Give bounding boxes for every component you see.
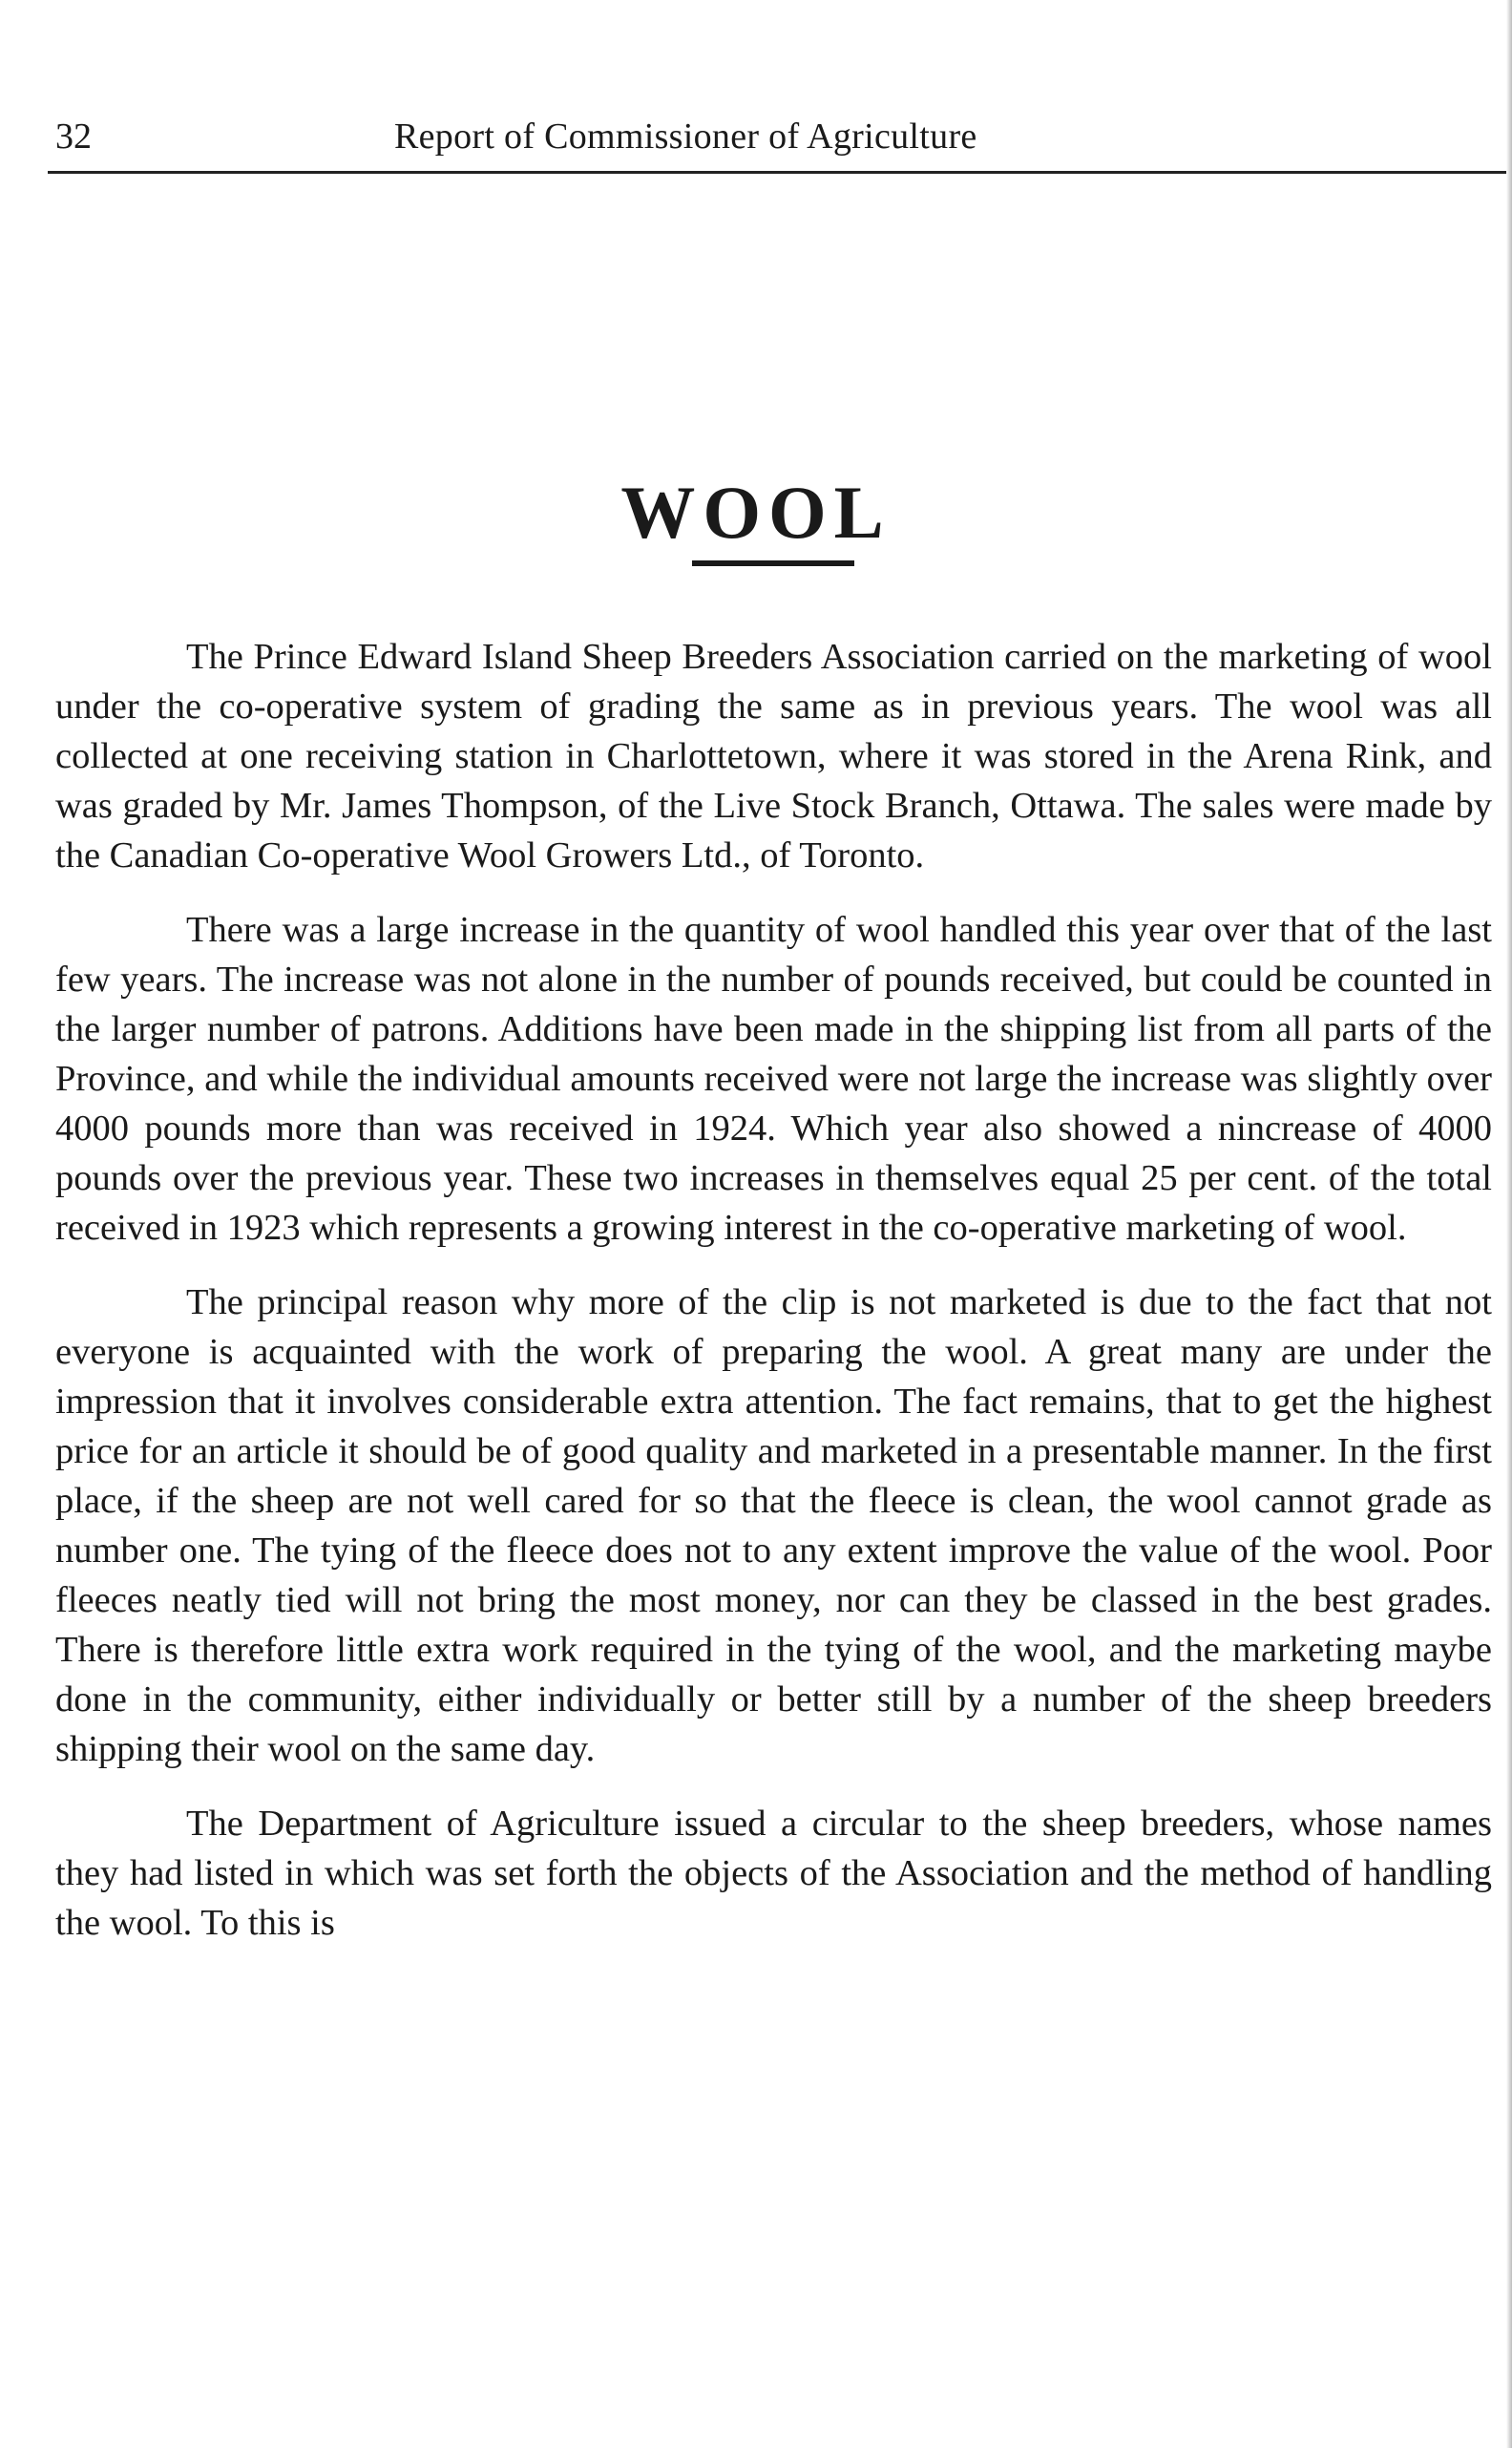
page-number: 32	[55, 116, 92, 157]
paragraph: There was a large increase in the quantity of wool handled this year over that of the last few years. The increase was not alone in the number of pounds received, but could be counted in the larger number of patrons. Additions have been made in the shipping list from all parts of the Province, and while the individual amounts received were not large the increase was slightly over 4000 pounds more than was received in 1924. Which year also showed a nincrease of 4000 pounds over the previous year. These two increases in themselves equal 25 per cent. of the total received in 1923 which represents a growing interest in the co-operative marketing of wool.	[55, 910, 1492, 1248]
paragraph: The principal reason why more of the clip is not marketed is due to the fact that not everyone is acquainted with the work of preparing the wool. A great many are under the impression that it involves considerable extra attention. The fact remains, that to get the highest price for an article it should be of good quality and marketed in a presentable manner. In the first place, if the sheep are not well cared for so that the fleece is clean, the wool cannot grade as number one. The tying of the fleece does not to any extent improve the value of the wool. Poor fleeces neatly tied will not bring the most money, nor can they be classed in the best grades. There is therefore little extra work required in the tying of the wool, and the marketing maybe done in the community, either individually or better still by a number of the sheep breeders shipping their wool on the same day.	[55, 1282, 1492, 1769]
scan-edge	[1506, 0, 1512, 2448]
header-rule	[48, 171, 1508, 174]
page-header	[55, 113, 1508, 170]
paragraph: The Department of Agriculture issued a circular to the sheep breeders, whose names they had listed in which was set forth the objects of the Association and the method of handling the wool. To this is	[55, 1804, 1492, 1943]
section-title: WOOL	[620, 471, 892, 555]
body-text	[55, 632, 1492, 1973]
paragraph: The Prince Edward Island Sheep Breeders Association carried on the marketing of wool under the co-operative system of grading the same as in previous years. The wool was all collected at one receiving station in Charlottetown, where it was stored in the Arena Rink, and was graded by Mr. James Thompson, of the Live Stock Branch, Ottawa. The sales were made by the Canadian Co-operative Wool Growers Ltd., of Toronto.	[55, 637, 1492, 876]
running-head: Report of Commissioner of Agriculture	[394, 116, 977, 157]
title-rule	[692, 560, 854, 566]
